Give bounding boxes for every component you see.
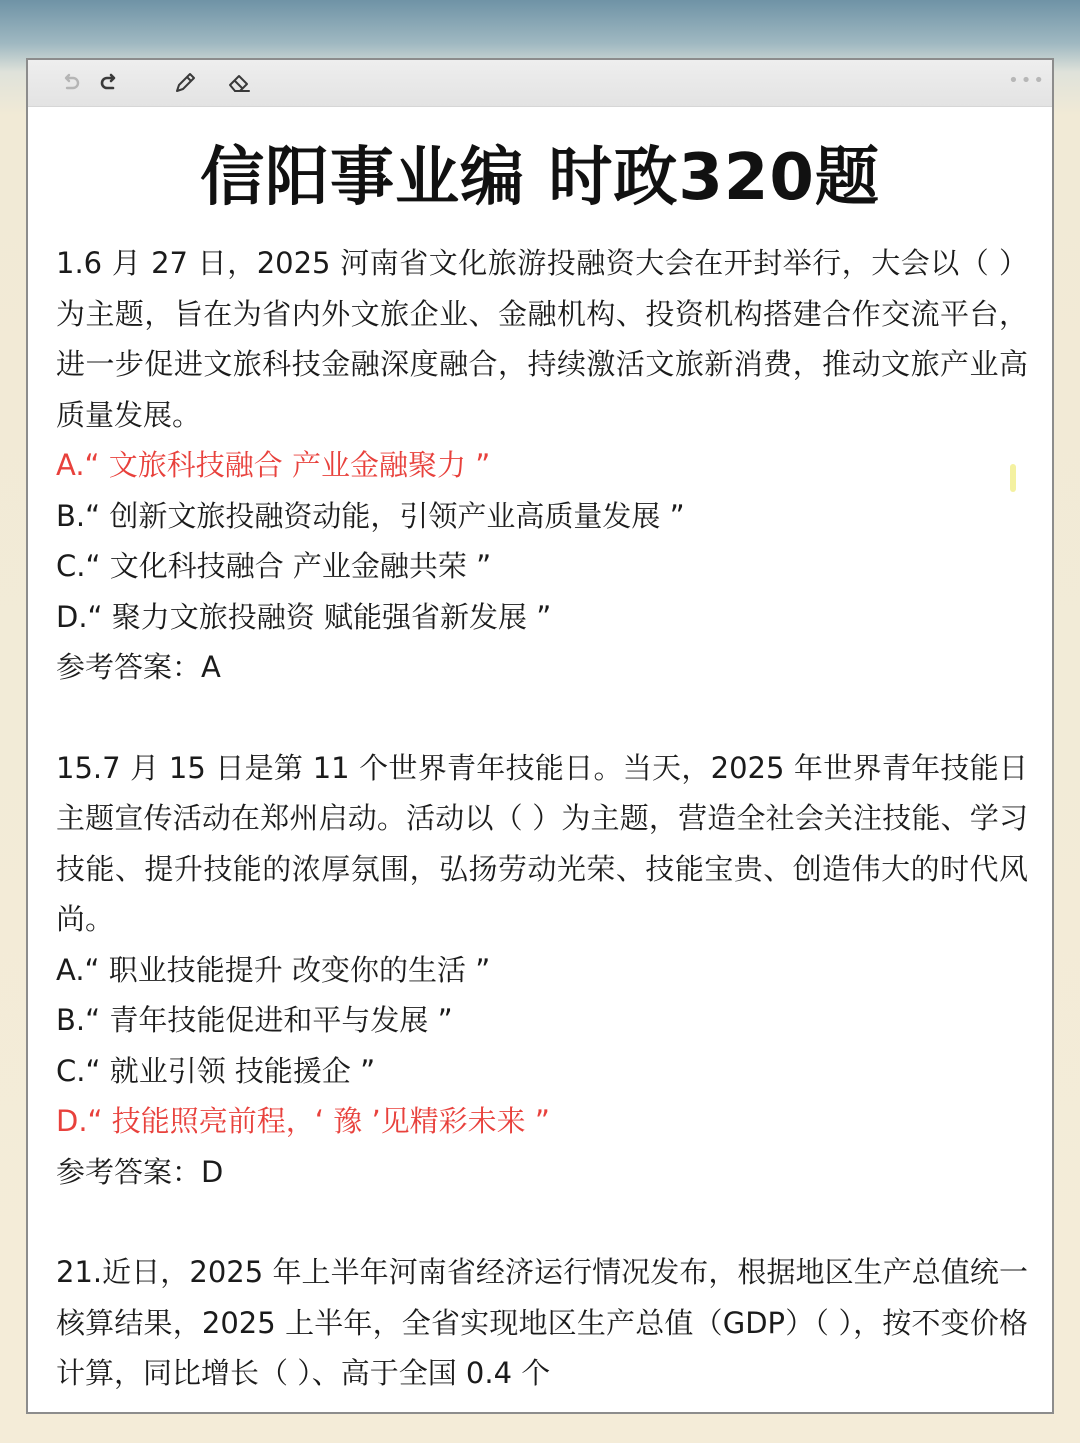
redo-icon[interactable] <box>96 70 122 96</box>
question-stem: 21.近日，2025 年上半年河南省经济运行情况发布，根据地区生产总值统一核算结果，2025 上半年，全省实现地区生产总值（GDP）（ ），按不变价格计算，同比增长（ ）、高于全国 0.4 个 <box>56 1255 1028 1390</box>
page-bottom-edge <box>56 1412 1028 1414</box>
answer-line: 参考答案：A <box>56 650 221 684</box>
note-page <box>26 58 1054 1414</box>
option-a: A.“ 职业技能提升 改变你的生活 ” <box>56 952 491 987</box>
option-c: C.“ 就业引领 技能援企 ” <box>56 1053 376 1088</box>
undo-icon[interactable] <box>58 70 84 96</box>
question-stem: 15.7 月 15 日是第 11 个世界青年技能日。当天，2025 年世界青年技能日主题宣传活动在郑州启动。活动以（ ）为主题，营造全社会关注技能、学习技能、提升技能的浓厚氛围，弘扬劳动光荣、技能宝贵、创造伟大的时代风尚。 <box>56 750 1028 936</box>
editor-toolbar <box>28 60 1052 107</box>
page-title: 信阳事业编 时政320题 <box>200 141 880 215</box>
question-stem: 1.6 月 27 日，2025 河南省文化旅游投融资大会在开封举行，大会以（ ）为主题，旨在为省内外文旅企业、金融机构、投资机构搭建合作交流平台，进一步促进文旅科技金融深度融合，持续激活文旅新消费，推动文旅产业高质量发展。 <box>56 246 1028 432</box>
option-d-correct: D.“ 技能照亮前程，‘ 豫 ’见精彩未来 ” <box>56 1104 550 1138</box>
option-b: B.“ 青年技能促进和平与发展 ” <box>56 1003 453 1037</box>
question-list <box>56 238 1028 1399</box>
pencil-icon[interactable] <box>172 70 198 96</box>
option-c: C.“ 文化科技融合 产业金融共荣 ” <box>56 549 492 583</box>
answer-line: 参考答案：D <box>56 1154 224 1189</box>
eraser-icon[interactable] <box>226 70 252 96</box>
highlight-mark <box>1010 464 1016 492</box>
spacer <box>56 1197 1028 1247</box>
option-a-correct: A.“ 文旅科技融合 产业金融聚力 ” <box>56 448 491 482</box>
option-d: D.“ 聚力文旅投融资 赋能强省新发展 ” <box>56 599 552 634</box>
more-dots-icon[interactable]: ••• <box>1008 70 1046 91</box>
option-b: B.“ 创新文旅投融资动能，引领产业高质量发展 ” <box>56 498 685 533</box>
spacer <box>56 693 1028 743</box>
